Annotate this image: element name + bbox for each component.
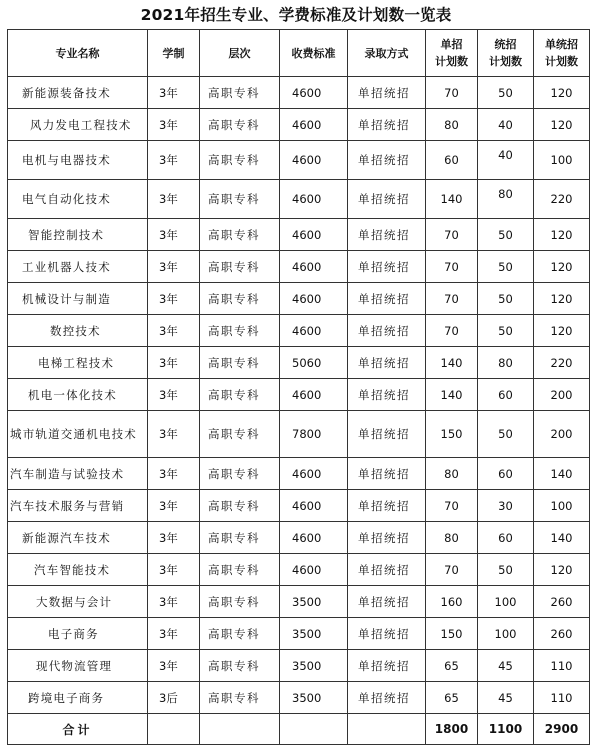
table-row [8, 458, 590, 490]
cell-fee: 3500 [280, 586, 348, 618]
cell-level: 高职专科 [200, 586, 280, 618]
cell-level: 高职专科 [200, 650, 280, 682]
cell-duration: 3年 [148, 379, 200, 411]
table-row [8, 522, 590, 554]
cell-level: 高职专科 [200, 347, 280, 379]
header-combined-plan [534, 30, 590, 77]
cell-fee: 4600 [280, 180, 348, 219]
cell-mode: 单招统招 [348, 109, 426, 141]
cell-level: 高职专科 [200, 379, 280, 411]
cell-unified-plan: 50 [478, 77, 534, 109]
total-label: 合计 [8, 714, 148, 745]
cell-level: 高职专科 [200, 219, 280, 251]
cell-major: 数控技术 [8, 315, 148, 347]
cell-fee: 4600 [280, 283, 348, 315]
cell-mode: 单招统招 [348, 379, 426, 411]
table-row [8, 618, 590, 650]
cell-combined-plan: 120 [534, 219, 590, 251]
cell-fee: 3500 [280, 618, 348, 650]
table-row [8, 219, 590, 251]
table-row [8, 251, 590, 283]
cell-single-plan: 70 [426, 219, 478, 251]
cell-combined-plan: 110 [534, 682, 590, 714]
enrollment-table [7, 29, 590, 745]
cell-unified-plan: 50 [478, 315, 534, 347]
cell-fee: 4600 [280, 251, 348, 283]
cell-mode: 单招统招 [348, 586, 426, 618]
cell-level: 高职专科 [200, 411, 280, 458]
header-major: 专业名称 [8, 30, 148, 77]
cell-combined-plan: 200 [534, 379, 590, 411]
cell-single-plan: 65 [426, 682, 478, 714]
header-duration: 学制 [148, 30, 200, 77]
cell-unified-plan: 100 [478, 618, 534, 650]
header-unified-line1: 统招 [494, 38, 517, 51]
cell-unified-plan: 50 [478, 219, 534, 251]
cell-combined-plan: 220 [534, 347, 590, 379]
cell-single-plan: 160 [426, 586, 478, 618]
cell-unified-plan: 45 [478, 682, 534, 714]
cell-mode: 单招统招 [348, 490, 426, 522]
cell-unified-plan: 80 [478, 347, 534, 379]
cell-duration: 3年 [148, 586, 200, 618]
cell-duration: 3年 [148, 315, 200, 347]
cell-combined-plan: 100 [534, 490, 590, 522]
cell-combined-plan: 140 [534, 458, 590, 490]
cell-unified-plan: 50 [478, 411, 534, 458]
cell-single-plan: 80 [426, 109, 478, 141]
cell-duration: 3年 [148, 650, 200, 682]
cell-major: 新能源装备技术 [8, 77, 148, 109]
table-row [8, 109, 590, 141]
cell-level: 高职专科 [200, 77, 280, 109]
cell-duration: 3年 [148, 251, 200, 283]
cell-major: 汽车技术服务与营销 [8, 490, 148, 522]
cell-level: 高职专科 [200, 180, 280, 219]
header-single-line1: 单招 [440, 38, 463, 51]
header-mode: 录取方式 [348, 30, 426, 77]
cell-major: 跨境电子商务 [8, 682, 148, 714]
cell-unified-plan: 80 [478, 180, 534, 219]
table-row [8, 283, 590, 315]
cell-fee: 4600 [280, 490, 348, 522]
cell-mode: 单招统招 [348, 141, 426, 180]
table-row [8, 586, 590, 618]
cell-fee: 4600 [280, 554, 348, 586]
header-unified-line2: 计划数 [489, 55, 522, 68]
cell-single-plan: 140 [426, 379, 478, 411]
cell-fee: 3500 [280, 650, 348, 682]
cell-major: 电气自动化技术 [8, 180, 148, 219]
cell-single-plan: 140 [426, 347, 478, 379]
cell-single-plan: 70 [426, 554, 478, 586]
cell-single-plan: 65 [426, 650, 478, 682]
cell-unified-plan: 50 [478, 251, 534, 283]
cell-major: 新能源汽车技术 [8, 522, 148, 554]
cell-unified-plan: 60 [478, 458, 534, 490]
cell-mode: 单招统招 [348, 682, 426, 714]
cell-major: 机械设计与制造 [8, 283, 148, 315]
total-empty-cell [200, 714, 280, 745]
cell-single-plan: 70 [426, 251, 478, 283]
header-unified-plan [478, 30, 534, 77]
total-empty-cell [148, 714, 200, 745]
cell-fee: 4600 [280, 458, 348, 490]
table-row [8, 315, 590, 347]
cell-combined-plan: 260 [534, 586, 590, 618]
cell-combined-plan: 110 [534, 650, 590, 682]
cell-mode: 单招统招 [348, 347, 426, 379]
cell-duration: 3年 [148, 554, 200, 586]
total-empty-cell [280, 714, 348, 745]
cell-level: 高职专科 [200, 315, 280, 347]
cell-unified-plan: 100 [478, 586, 534, 618]
header-single-plan [426, 30, 478, 77]
cell-major: 汽车智能技术 [8, 554, 148, 586]
cell-combined-plan: 120 [534, 77, 590, 109]
cell-mode: 单招统招 [348, 522, 426, 554]
cell-fee: 4600 [280, 77, 348, 109]
cell-mode: 单招统招 [348, 458, 426, 490]
cell-mode: 单招统招 [348, 283, 426, 315]
cell-major: 机电一体化技术 [8, 379, 148, 411]
cell-fee: 4600 [280, 379, 348, 411]
cell-fee: 7800 [280, 411, 348, 458]
cell-duration: 3后 [148, 682, 200, 714]
cell-single-plan: 70 [426, 77, 478, 109]
cell-mode: 单招统招 [348, 251, 426, 283]
cell-major: 现代物流管理 [8, 650, 148, 682]
table-row [8, 141, 590, 180]
total-row [8, 714, 590, 745]
cell-single-plan: 80 [426, 522, 478, 554]
cell-duration: 3年 [148, 522, 200, 554]
cell-level: 高职专科 [200, 554, 280, 586]
cell-combined-plan: 120 [534, 109, 590, 141]
cell-fee: 4600 [280, 315, 348, 347]
total-single-plan: 1800 [426, 714, 478, 745]
cell-level: 高职专科 [200, 141, 280, 180]
cell-mode: 单招统招 [348, 411, 426, 458]
total-unified-plan: 1100 [478, 714, 534, 745]
cell-combined-plan: 100 [534, 141, 590, 180]
cell-single-plan: 140 [426, 180, 478, 219]
cell-duration: 3年 [148, 141, 200, 180]
cell-major: 城市轨道交通机电技术 [8, 411, 148, 458]
cell-fee: 3500 [280, 682, 348, 714]
cell-mode: 单招统招 [348, 650, 426, 682]
cell-fee: 4600 [280, 109, 348, 141]
header-single-line2: 计划数 [435, 55, 468, 68]
table-row [8, 180, 590, 219]
table-header-row [8, 30, 590, 77]
cell-single-plan: 150 [426, 618, 478, 650]
cell-duration: 3年 [148, 411, 200, 458]
page-title: 2021年招生专业、学费标准及计划数一览表 [140, 6, 452, 24]
cell-major: 风力发电工程技术 [8, 109, 148, 141]
cell-combined-plan: 260 [534, 618, 590, 650]
cell-single-plan: 70 [426, 283, 478, 315]
cell-mode: 单招统招 [348, 618, 426, 650]
cell-major: 大数据与会计 [8, 586, 148, 618]
table-row [8, 411, 590, 458]
cell-mode: 单招统招 [348, 554, 426, 586]
cell-mode: 单招统招 [348, 77, 426, 109]
table-row [8, 490, 590, 522]
cell-single-plan: 150 [426, 411, 478, 458]
cell-single-plan: 80 [426, 458, 478, 490]
cell-unified-plan: 60 [478, 522, 534, 554]
cell-duration: 3年 [148, 618, 200, 650]
cell-major: 电机与电器技术 [8, 141, 148, 180]
cell-combined-plan: 140 [534, 522, 590, 554]
cell-fee: 4600 [280, 219, 348, 251]
cell-level: 高职专科 [200, 283, 280, 315]
cell-unified-plan: 40 [478, 109, 534, 141]
cell-combined-plan: 120 [534, 251, 590, 283]
table-row [8, 682, 590, 714]
table-row [8, 77, 590, 109]
total-empty-cell [348, 714, 426, 745]
cell-major: 电梯工程技术 [8, 347, 148, 379]
cell-mode: 单招统招 [348, 315, 426, 347]
cell-major: 智能控制技术 [8, 219, 148, 251]
table-row [8, 379, 590, 411]
cell-level: 高职专科 [200, 490, 280, 522]
cell-duration: 3年 [148, 490, 200, 522]
table-row [8, 650, 590, 682]
cell-unified-plan: 50 [478, 554, 534, 586]
cell-unified-plan: 45 [478, 650, 534, 682]
cell-single-plan: 70 [426, 315, 478, 347]
cell-major: 工业机器人技术 [8, 251, 148, 283]
header-combined-line2: 计划数 [545, 55, 578, 68]
header-fee: 收费标准 [280, 30, 348, 77]
total-combined-plan: 2900 [534, 714, 590, 745]
cell-duration: 3年 [148, 219, 200, 251]
cell-single-plan: 70 [426, 490, 478, 522]
cell-duration: 3年 [148, 77, 200, 109]
cell-unified-plan: 40 [478, 141, 534, 180]
cell-duration: 3年 [148, 180, 200, 219]
header-level: 层次 [200, 30, 280, 77]
cell-unified-plan: 60 [478, 379, 534, 411]
cell-combined-plan: 120 [534, 283, 590, 315]
cell-level: 高职专科 [200, 618, 280, 650]
cell-mode: 单招统招 [348, 180, 426, 219]
cell-unified-plan: 30 [478, 490, 534, 522]
header-combined-line1: 单统招 [545, 38, 578, 51]
cell-single-plan: 60 [426, 141, 478, 180]
cell-fee: 5060 [280, 347, 348, 379]
table-row [8, 554, 590, 586]
cell-level: 高职专科 [200, 109, 280, 141]
cell-level: 高职专科 [200, 458, 280, 490]
cell-unified-plan: 50 [478, 283, 534, 315]
cell-combined-plan: 120 [534, 554, 590, 586]
cell-combined-plan: 220 [534, 180, 590, 219]
cell-duration: 3年 [148, 109, 200, 141]
cell-level: 高职专科 [200, 682, 280, 714]
cell-major: 汽车制造与试验技术 [8, 458, 148, 490]
cell-duration: 3年 [148, 458, 200, 490]
cell-level: 高职专科 [200, 251, 280, 283]
cell-duration: 3年 [148, 347, 200, 379]
cell-combined-plan: 200 [534, 411, 590, 458]
cell-mode: 单招统招 [348, 219, 426, 251]
cell-fee: 4600 [280, 141, 348, 180]
cell-combined-plan: 120 [534, 315, 590, 347]
cell-level: 高职专科 [200, 522, 280, 554]
cell-duration: 3年 [148, 283, 200, 315]
table-row [8, 347, 590, 379]
cell-major: 电子商务 [8, 618, 148, 650]
cell-fee: 4600 [280, 522, 348, 554]
